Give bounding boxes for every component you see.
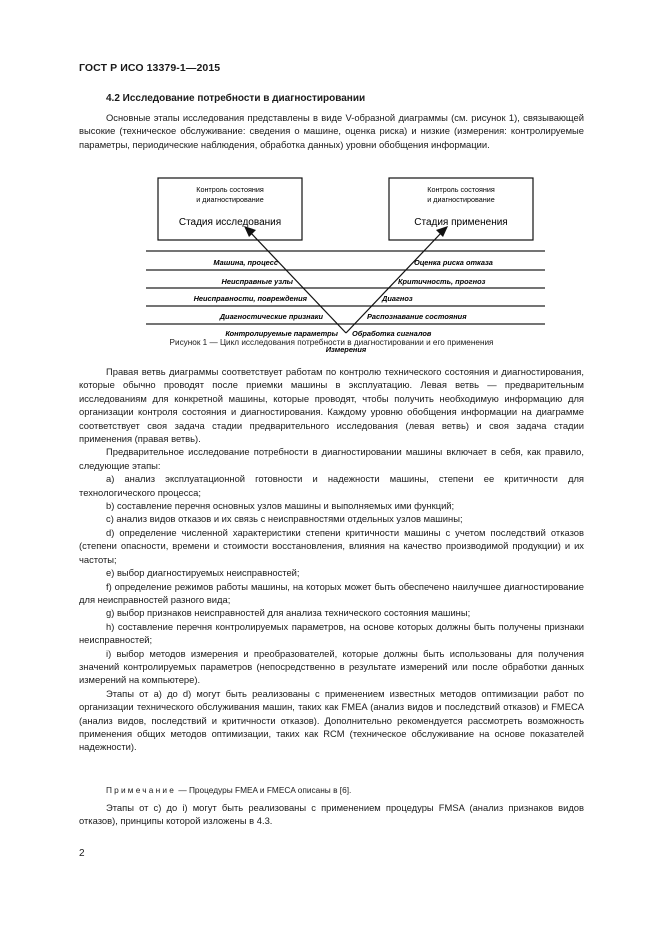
right-label-diagnosis: Диагноз	[382, 294, 413, 303]
list-item-f: f) определение режимов работы машины, на которых может быть обеспечено наилучшее диагностирование для неисправностей разного вида;	[79, 580, 584, 605]
paragraph-stages-intro: Предварительное исследование потребности в диагностировании машины включает в себя, как правило, следующие этапы:	[79, 446, 584, 471]
section-title: 4.2 Исследование потребности в диагностировании	[106, 93, 366, 104]
intro-text: Основные этапы исследования представлены в виде V-образной диаграммы (см. рисунок 1), связывающей высокие (техническое обслуживание: сведения о машине, оценка риска) и низкие (измерения: контролируемые параметры, периодические наблюдения, обработка данных) уровни обобщения информации.	[79, 112, 584, 150]
paragraph-branches: Правая ветвь диаграммы соответствует работам по контролю технического состояния и диагностирования, которые обычно проводят после приемки машины в эксплуатацию. Левая ветвь — предварительным исследованиям для конкретной машины, которые проводят, чтобы получить необходимую информацию для организации контроля состояния и диагностирования. Каждому уровню обобщения информации на диаграмме соответствует своя задача стадии предварительного исследования (левая ветвь) и своя задача стадии применения (правая ветвь).	[79, 366, 584, 445]
list-item-c: c) анализ видов отказов и их связь с неисправностями отдельных узлов машины;	[106, 513, 463, 525]
left-label-faults: Неисправности, повреждения	[193, 294, 307, 303]
left-label-faulty-units: Неисправные узлы	[221, 277, 293, 286]
list-item-h: h) составление перечня контролируемых параметров, на основе которых должны быть получены признаки неисправностей;	[79, 620, 584, 646]
bottom-label-measurements: Измерения	[325, 345, 367, 354]
left-label-parameters: Контролируемые параметры	[225, 329, 338, 338]
left-box-line2: и диагностирование	[196, 195, 264, 204]
body-section-2	[79, 801, 584, 828]
body-section-1	[79, 365, 584, 754]
list-item-d: d) определение численной характеристики степени критичности машины с учетом последствий отказов (степени опасности, времени и стоимости восстановления, влияния на качество производимой продукции) и их частоты;	[79, 526, 584, 565]
right-box-stage: Стадия применения	[414, 217, 508, 228]
v-diagram	[0, 0, 661, 360]
list-item-i: i) выбор методов измерения и преобразователей, которые должны быть использованы для получения значений контролируемых параметров (непосредственно в результате измерений или после обработки данных измерений на компьютере).	[79, 647, 584, 686]
left-label-symptoms: Диагностические признаки	[219, 312, 323, 321]
right-label-criticality: Критичность, прогноз	[398, 277, 486, 286]
right-label-risk: Оценка риска отказа	[414, 258, 493, 267]
list-item-a: a) анализ эксплуатационной готовности и надежности машины, степени ее критичности для технологического процесса;	[79, 473, 584, 498]
note	[106, 785, 584, 796]
right-box-line2: и диагностирование	[427, 195, 495, 204]
right-box-line1: Контроль состояния	[427, 185, 495, 194]
paragraph-optimization: Этапы от a) до d) могут быть реализованы с применением известных методов оптимизации работ по организации технического обслуживания машин, таких как FMEA (анализ видов и последствий отказов) и FMECA (анализ видов, последствий и критичности отказов). Дополнительно рекомендуется рассмотреть возможность применения общих методов оптимизации, таких как RCM (техническое обслуживание на основе показателей надежности).	[79, 687, 584, 753]
left-label-machine: Машина, процесс	[213, 258, 278, 267]
left-box-line1: Контроль состояния	[196, 185, 264, 194]
left-box-stage: Стадия исследования	[178, 217, 282, 228]
right-label-signal-processing: Обработка сигналов	[352, 329, 432, 338]
figure-caption: Рисунок 1 — Цикл исследования потребности в диагностировании и его применения	[169, 338, 494, 347]
page-number: 2	[79, 848, 85, 859]
document-header: ГОСТ Р ИСО 13379-1—2015	[79, 62, 221, 74]
paragraph-fmsa: Этапы от c) до i) могут быть реализованы с применением процедуры FMSA (анализ признаков видов отказов), принципы которой изложены в 4.3.	[79, 802, 584, 827]
right-label-recognition: Распознавание состояния	[367, 312, 467, 321]
list-item-b: b) составление перечня основных узлов машины и выполняемых ими функций;	[106, 500, 455, 512]
note-text: — Процедуры FMEA и FMECA описаны в [6].	[176, 785, 352, 795]
list-item-e: e) выбор диагностируемых неисправностей;	[106, 567, 300, 579]
list-item-g: g) выбор признаков неисправностей для анализа технического состояния машины;	[106, 607, 471, 619]
note-label: Примечание	[106, 785, 177, 795]
